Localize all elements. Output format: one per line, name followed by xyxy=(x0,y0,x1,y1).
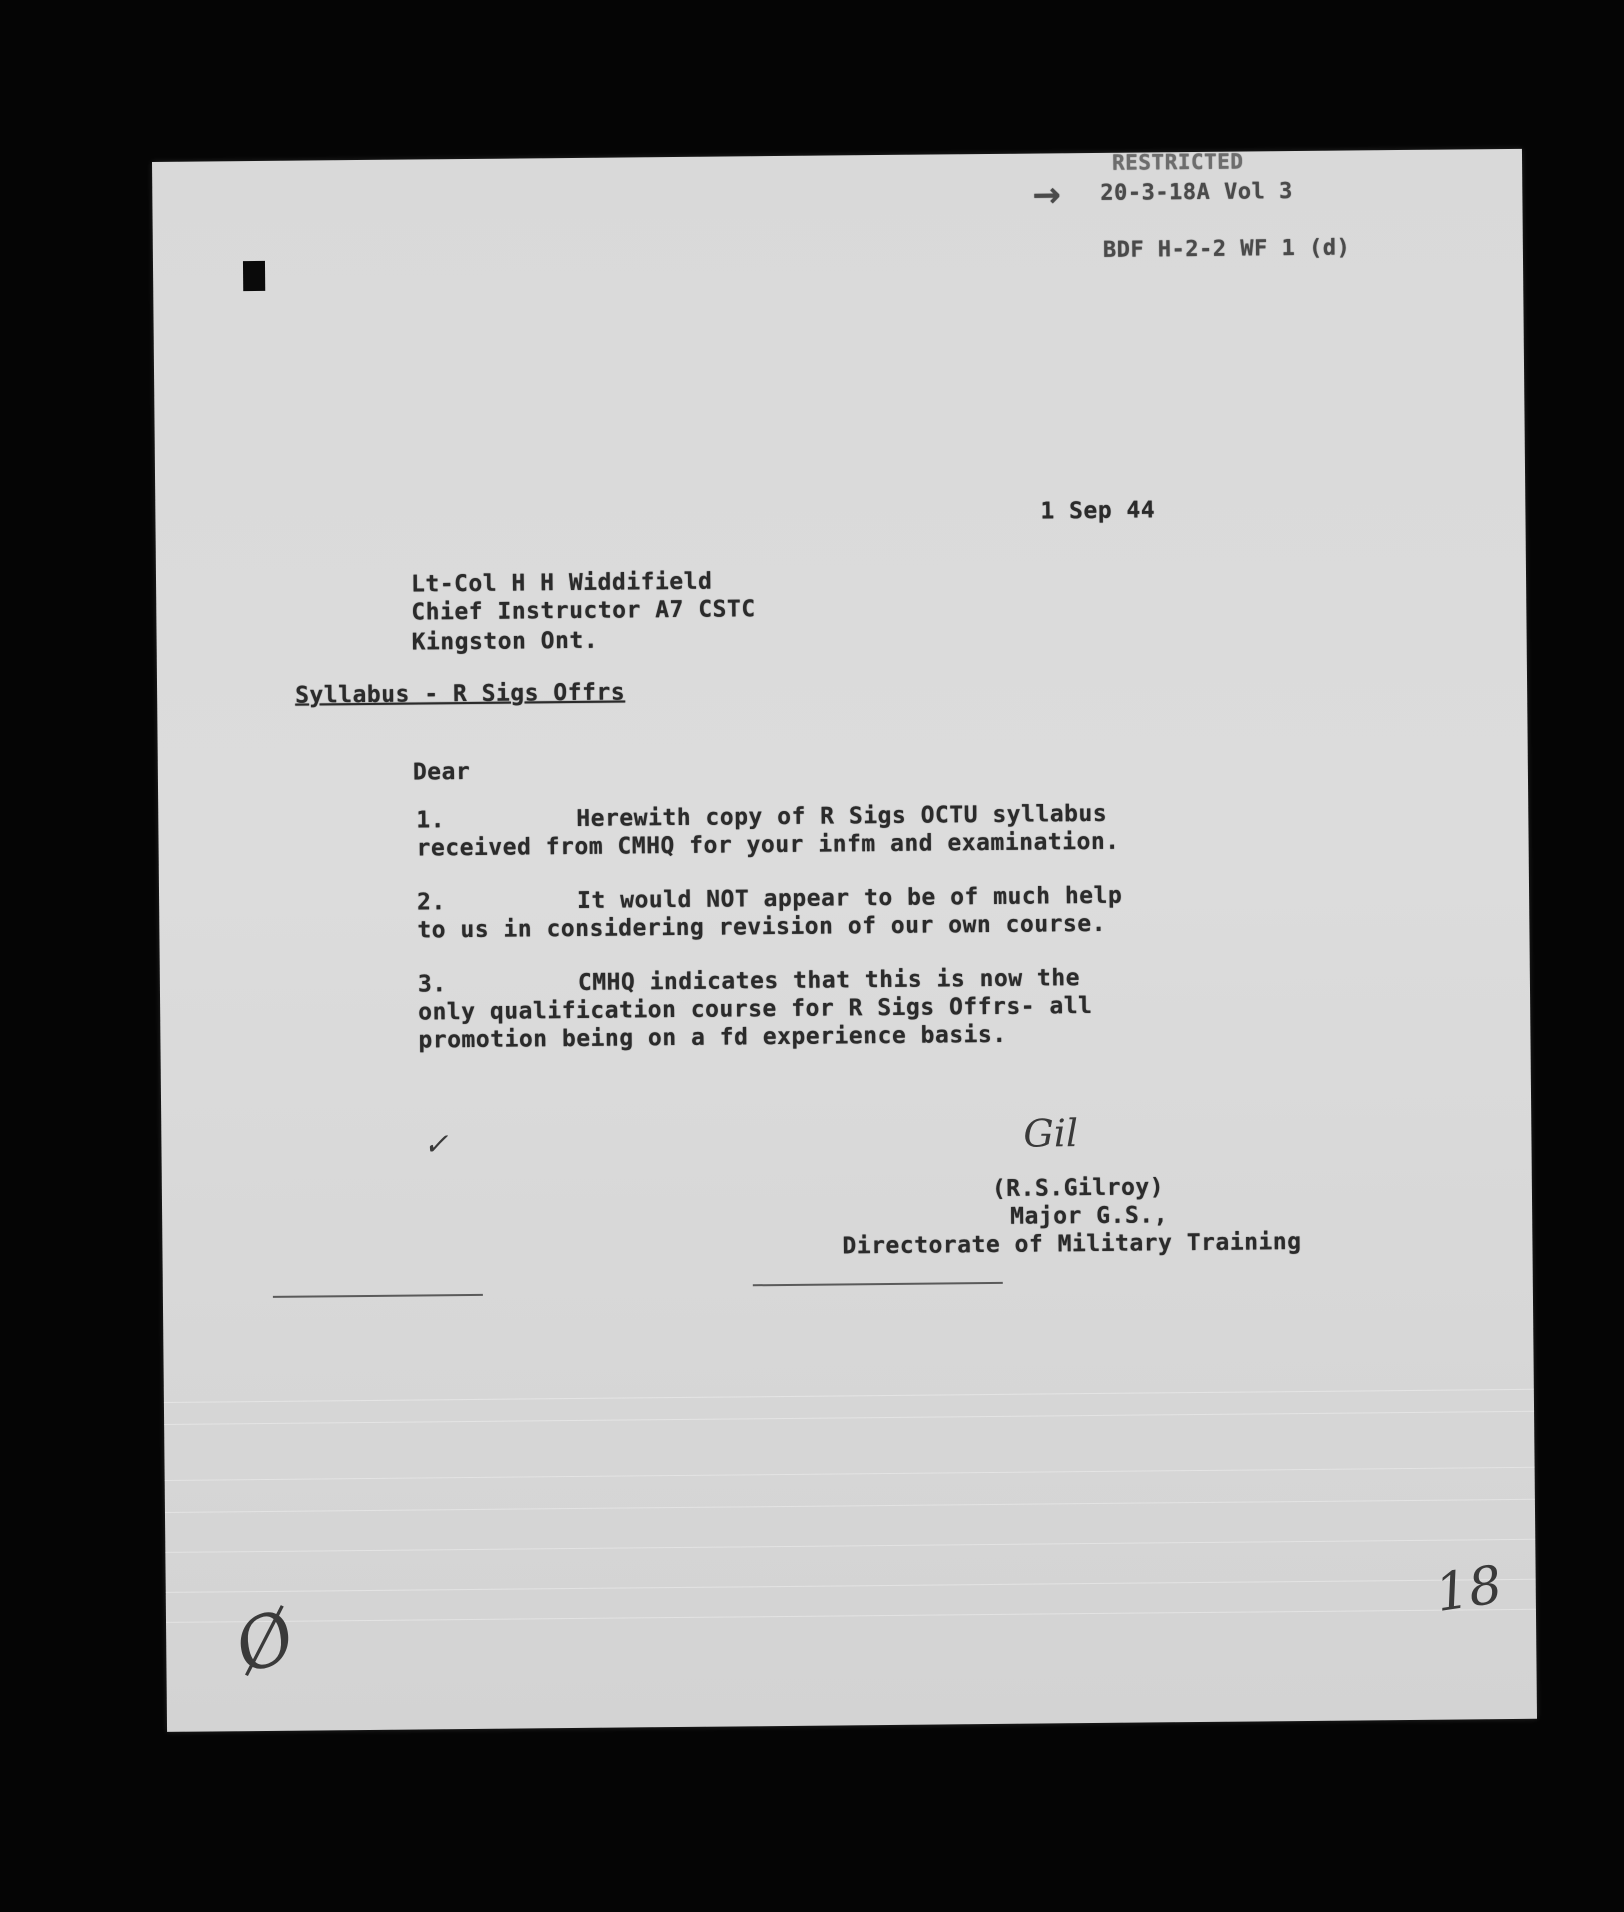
paragraph-3-line: promotion being on a fd experience basis. xyxy=(418,1021,1007,1054)
annotation-arrow: → xyxy=(1032,175,1062,216)
secondary-reference: BDF H-2-2 WF 1 (d) xyxy=(1102,235,1351,263)
scan-artifact xyxy=(164,1411,1534,1425)
scan-artifact xyxy=(165,1467,1535,1481)
paragraph-number: 1. xyxy=(416,807,446,834)
paragraph-number: 3. xyxy=(417,971,447,998)
punch-mark xyxy=(243,261,265,291)
paragraph-3-first xyxy=(418,965,1080,997)
checkmark-icon: ✓ xyxy=(423,1127,449,1163)
signatory-unit: Directorate of Military Training xyxy=(842,1229,1302,1260)
letter-date: 1 Sep 44 xyxy=(1040,497,1156,525)
handwritten-initials: Gil xyxy=(1023,1111,1079,1156)
addressee-name: Lt-Col H H Widdifield xyxy=(410,568,713,598)
addressee-location: Kingston Ont. xyxy=(411,627,599,656)
classification-stamp: RESTRICTED xyxy=(1111,149,1244,175)
paragraph-number: 2. xyxy=(416,889,446,916)
signatory-rank: Major G.S., xyxy=(1010,1202,1169,1230)
paragraph-1-first xyxy=(416,801,1107,834)
paragraph-text: It would NOT appear to be of much help xyxy=(576,882,1123,914)
paragraph-2-first xyxy=(417,883,1122,916)
letter-subject: Syllabus - R Sigs Offrs xyxy=(295,679,626,709)
scan-artifact xyxy=(166,1609,1536,1623)
scan-artifact xyxy=(165,1499,1535,1513)
letter-page xyxy=(152,149,1537,1732)
paragraph-2-line: to us in considering revision of our own course. xyxy=(417,910,1107,944)
corner-mark: Ø xyxy=(223,1593,307,1691)
paragraph-text: Herewith copy of R Sigs OCTU syllabus xyxy=(576,800,1108,832)
file-reference: 20-3-18A Vol 3 xyxy=(1100,179,1293,206)
paragraph-text: CMHQ indicates that this is now the xyxy=(577,965,1081,996)
scan-artifact xyxy=(165,1539,1535,1553)
paragraph-3-line: only qualification course for R Sigs Offrs- all xyxy=(418,993,1093,1026)
scan-artifact xyxy=(166,1579,1536,1593)
divider-line xyxy=(273,1294,483,1298)
paragraph-1-line: received from CMHQ for your infm and examination. xyxy=(416,828,1120,862)
salutation: Dear xyxy=(412,758,471,786)
page-number: 18 xyxy=(1431,1554,1507,1625)
divider-line xyxy=(753,1282,1003,1286)
addressee-title: Chief Instructor A7 CSTC xyxy=(411,596,756,626)
scan-artifact xyxy=(164,1389,1534,1403)
signatory-name: (R.S.Gilroy) xyxy=(991,1174,1165,1202)
